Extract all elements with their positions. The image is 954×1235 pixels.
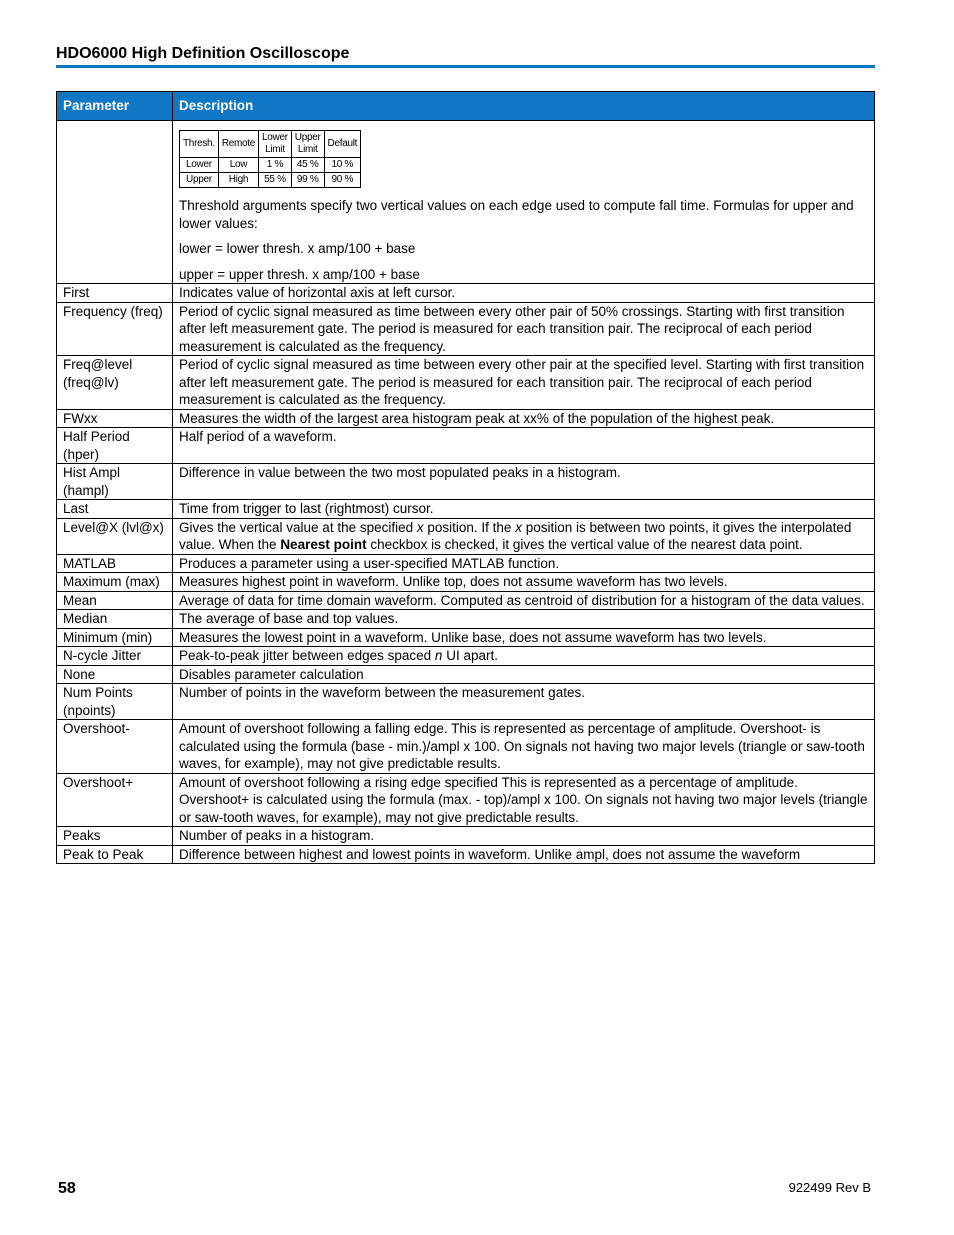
threshold-row: [180, 173, 361, 188]
threshold-cell: Lower: [180, 158, 219, 173]
param-cell: Peaks: [57, 827, 173, 846]
parameter-table: [56, 91, 875, 864]
description-fragment: Gives the vertical value at the specified: [179, 519, 417, 535]
description-cell: [173, 518, 875, 554]
table-row: [57, 684, 875, 720]
table-row: [57, 647, 875, 666]
description-cell: Period of cyclic signal measured as time between every other pair at the specified level. Starting with first transition after left measurement gate. The period is measured for each transition pair. The reciprocal of each period measurement is calculated as the frequency.: [173, 356, 875, 410]
threshold-header-row: [180, 131, 361, 158]
description-cell: Indicates value of horizontal axis at left cursor.: [173, 284, 875, 303]
description-cell: Produces a parameter using a user-specified MATLAB function.: [173, 554, 875, 573]
table-row: [57, 518, 875, 554]
description-fragment: Nearest point: [280, 537, 367, 552]
description-cell: Measures the lowest point in a waveform. Unlike base, does not assume waveform has two levels.: [173, 628, 875, 647]
table-header-row: [57, 92, 875, 121]
table-row: [57, 500, 875, 519]
description-cell: Amount of overshoot following a rising edge specified This is represented as a percentage of amplitude. Overshoot+ is calculated using the formula (max. - top)/ampl x 100. On signals not having two major levels (triangle or saw-tooth waves, for example), may not give predictable results.: [173, 773, 875, 827]
param-cell: Mean: [57, 591, 173, 610]
param-cell: First: [57, 284, 173, 303]
description-cell: Period of cyclic signal measured as time between every other pair of 50% crossings. Starting with first transition after left measurement gate. The period is measured for each transition pair. The reciprocal of each period measurement is calculated as the frequency.: [173, 302, 875, 356]
param-cell: FWxx: [57, 409, 173, 428]
description-cell: Number of peaks in a histogram.: [173, 827, 875, 846]
table-row: [57, 773, 875, 827]
description-cell: Half period of a waveform.: [173, 428, 875, 464]
threshold-table: [179, 130, 361, 188]
description-cell: [173, 647, 875, 666]
table-row: [57, 284, 875, 303]
param-cell: Last: [57, 500, 173, 519]
param-cell: Maximum (max): [57, 573, 173, 592]
table-row: [57, 464, 875, 500]
description-fragment: UI apart.: [442, 648, 498, 663]
lower-formula: lower = lower thresh. x amp/100 + base: [179, 241, 416, 256]
description-cell: Difference in value between the two most populated peaks in a histogram.: [173, 464, 875, 500]
table-row: [57, 302, 875, 356]
description-fragment: checkbox is checked, it gives the vertical value of the nearest data point.: [366, 537, 803, 552]
description-cell: [173, 121, 875, 284]
threshold-row: [180, 158, 361, 173]
table-row: [57, 554, 875, 573]
page-number: 58: [58, 1180, 76, 1197]
threshold-cell: 1 %: [259, 158, 292, 173]
column-header-parameter: Parameter: [57, 92, 173, 121]
table-row: [57, 428, 875, 464]
threshold-cell: 45 %: [291, 158, 324, 173]
param-cell: Freq@level (freq@lv): [57, 356, 173, 410]
threshold-header-cell: Upper Limit: [291, 131, 324, 158]
param-cell: Level@X (lvl@x): [57, 518, 173, 554]
description-cell: The average of base and top values.: [173, 610, 875, 629]
description-fragment: position is between two points, it gives the interpolated value. When the: [179, 519, 852, 552]
description-fragment: position. If the: [423, 519, 516, 535]
threshold-cell: 90 %: [324, 173, 361, 188]
param-cell: MATLAB: [57, 554, 173, 573]
table-row: [57, 356, 875, 410]
revision-label: 922499 Rev B: [788, 1180, 871, 1195]
param-cell: Overshoot+: [57, 773, 173, 827]
description-cell: Number of points in the waveform between the measurement gates.: [173, 684, 875, 720]
threshold-cell: 55 %: [259, 173, 292, 188]
threshold-header-cell: Remote: [218, 131, 258, 158]
table-row: [57, 845, 875, 864]
param-cell: Overshoot-: [57, 720, 173, 774]
threshold-cell: 99 %: [291, 173, 324, 188]
description-cell: Measures highest point in waveform. Unlike top, does not assume waveform has two levels.: [173, 573, 875, 592]
description-fragment: n: [434, 648, 443, 663]
param-cell: Half Period (hper): [57, 428, 173, 464]
description-fragment: x: [416, 519, 424, 535]
threshold-cell: Upper: [180, 173, 219, 188]
document-title: HDO6000 High Definition Oscilloscope: [56, 45, 350, 62]
description-fragment: Peak-to-peak jitter between edges spaced: [179, 648, 435, 663]
table-row: [57, 409, 875, 428]
param-cell: None: [57, 665, 173, 684]
description-cell: Time from trigger to last (rightmost) cursor.: [173, 500, 875, 519]
param-cell: Minimum (min): [57, 628, 173, 647]
table-row: [57, 628, 875, 647]
threshold-cell: 10 %: [324, 158, 361, 173]
param-cell: [57, 121, 173, 284]
param-cell: Hist Ampl (hampl): [57, 464, 173, 500]
threshold-header-cell: Thresh.: [180, 131, 219, 158]
column-header-description: Description: [173, 92, 875, 121]
table-row: [57, 573, 875, 592]
description-cell: Amount of overshoot following a falling edge. This is represented as percentage of amplitude. Overshoot- is calculated using the formula (base - min.)/ampl x 100. On signals not having two major levels (triangle or saw-tooth waves, for example), may not give predictable results.: [173, 720, 875, 774]
param-cell: Median: [57, 610, 173, 629]
threshold-header-cell: Lower Limit: [259, 131, 292, 158]
table-row: [57, 665, 875, 684]
table-row: [57, 610, 875, 629]
param-cell: Num Points (npoints): [57, 684, 173, 720]
threshold-cell: Low: [218, 158, 258, 173]
description-cell: Measures the width of the largest area histogram peak at xx% of the population of the highest peak.: [173, 409, 875, 428]
threshold-explanation: Threshold arguments specify two vertical values on each edge used to compute fall time. Formulas for upper and lower values:: [179, 198, 854, 231]
param-cell: Frequency (freq): [57, 302, 173, 356]
upper-formula: upper = upper thresh. x amp/100 + base: [179, 266, 420, 282]
threshold-cell: High: [218, 173, 258, 188]
threshold-header-cell: Default: [324, 131, 361, 158]
table-row: [57, 591, 875, 610]
description-cell: Disables parameter calculation: [173, 665, 875, 684]
description-fragment: x: [515, 519, 522, 535]
description-cell: Average of data for time domain waveform. Computed as centroid of distribution for a histogram of the data values.: [173, 591, 875, 610]
param-cell: N-cycle Jitter: [57, 647, 173, 666]
table-row: [57, 827, 875, 846]
title-divider: [56, 65, 875, 68]
table-row: [57, 121, 875, 284]
table-row: [57, 720, 875, 774]
param-cell: Peak to Peak: [57, 845, 173, 864]
description-cell: Difference between highest and lowest points in waveform. Unlike ampl, does not assume the waveform: [173, 845, 875, 864]
